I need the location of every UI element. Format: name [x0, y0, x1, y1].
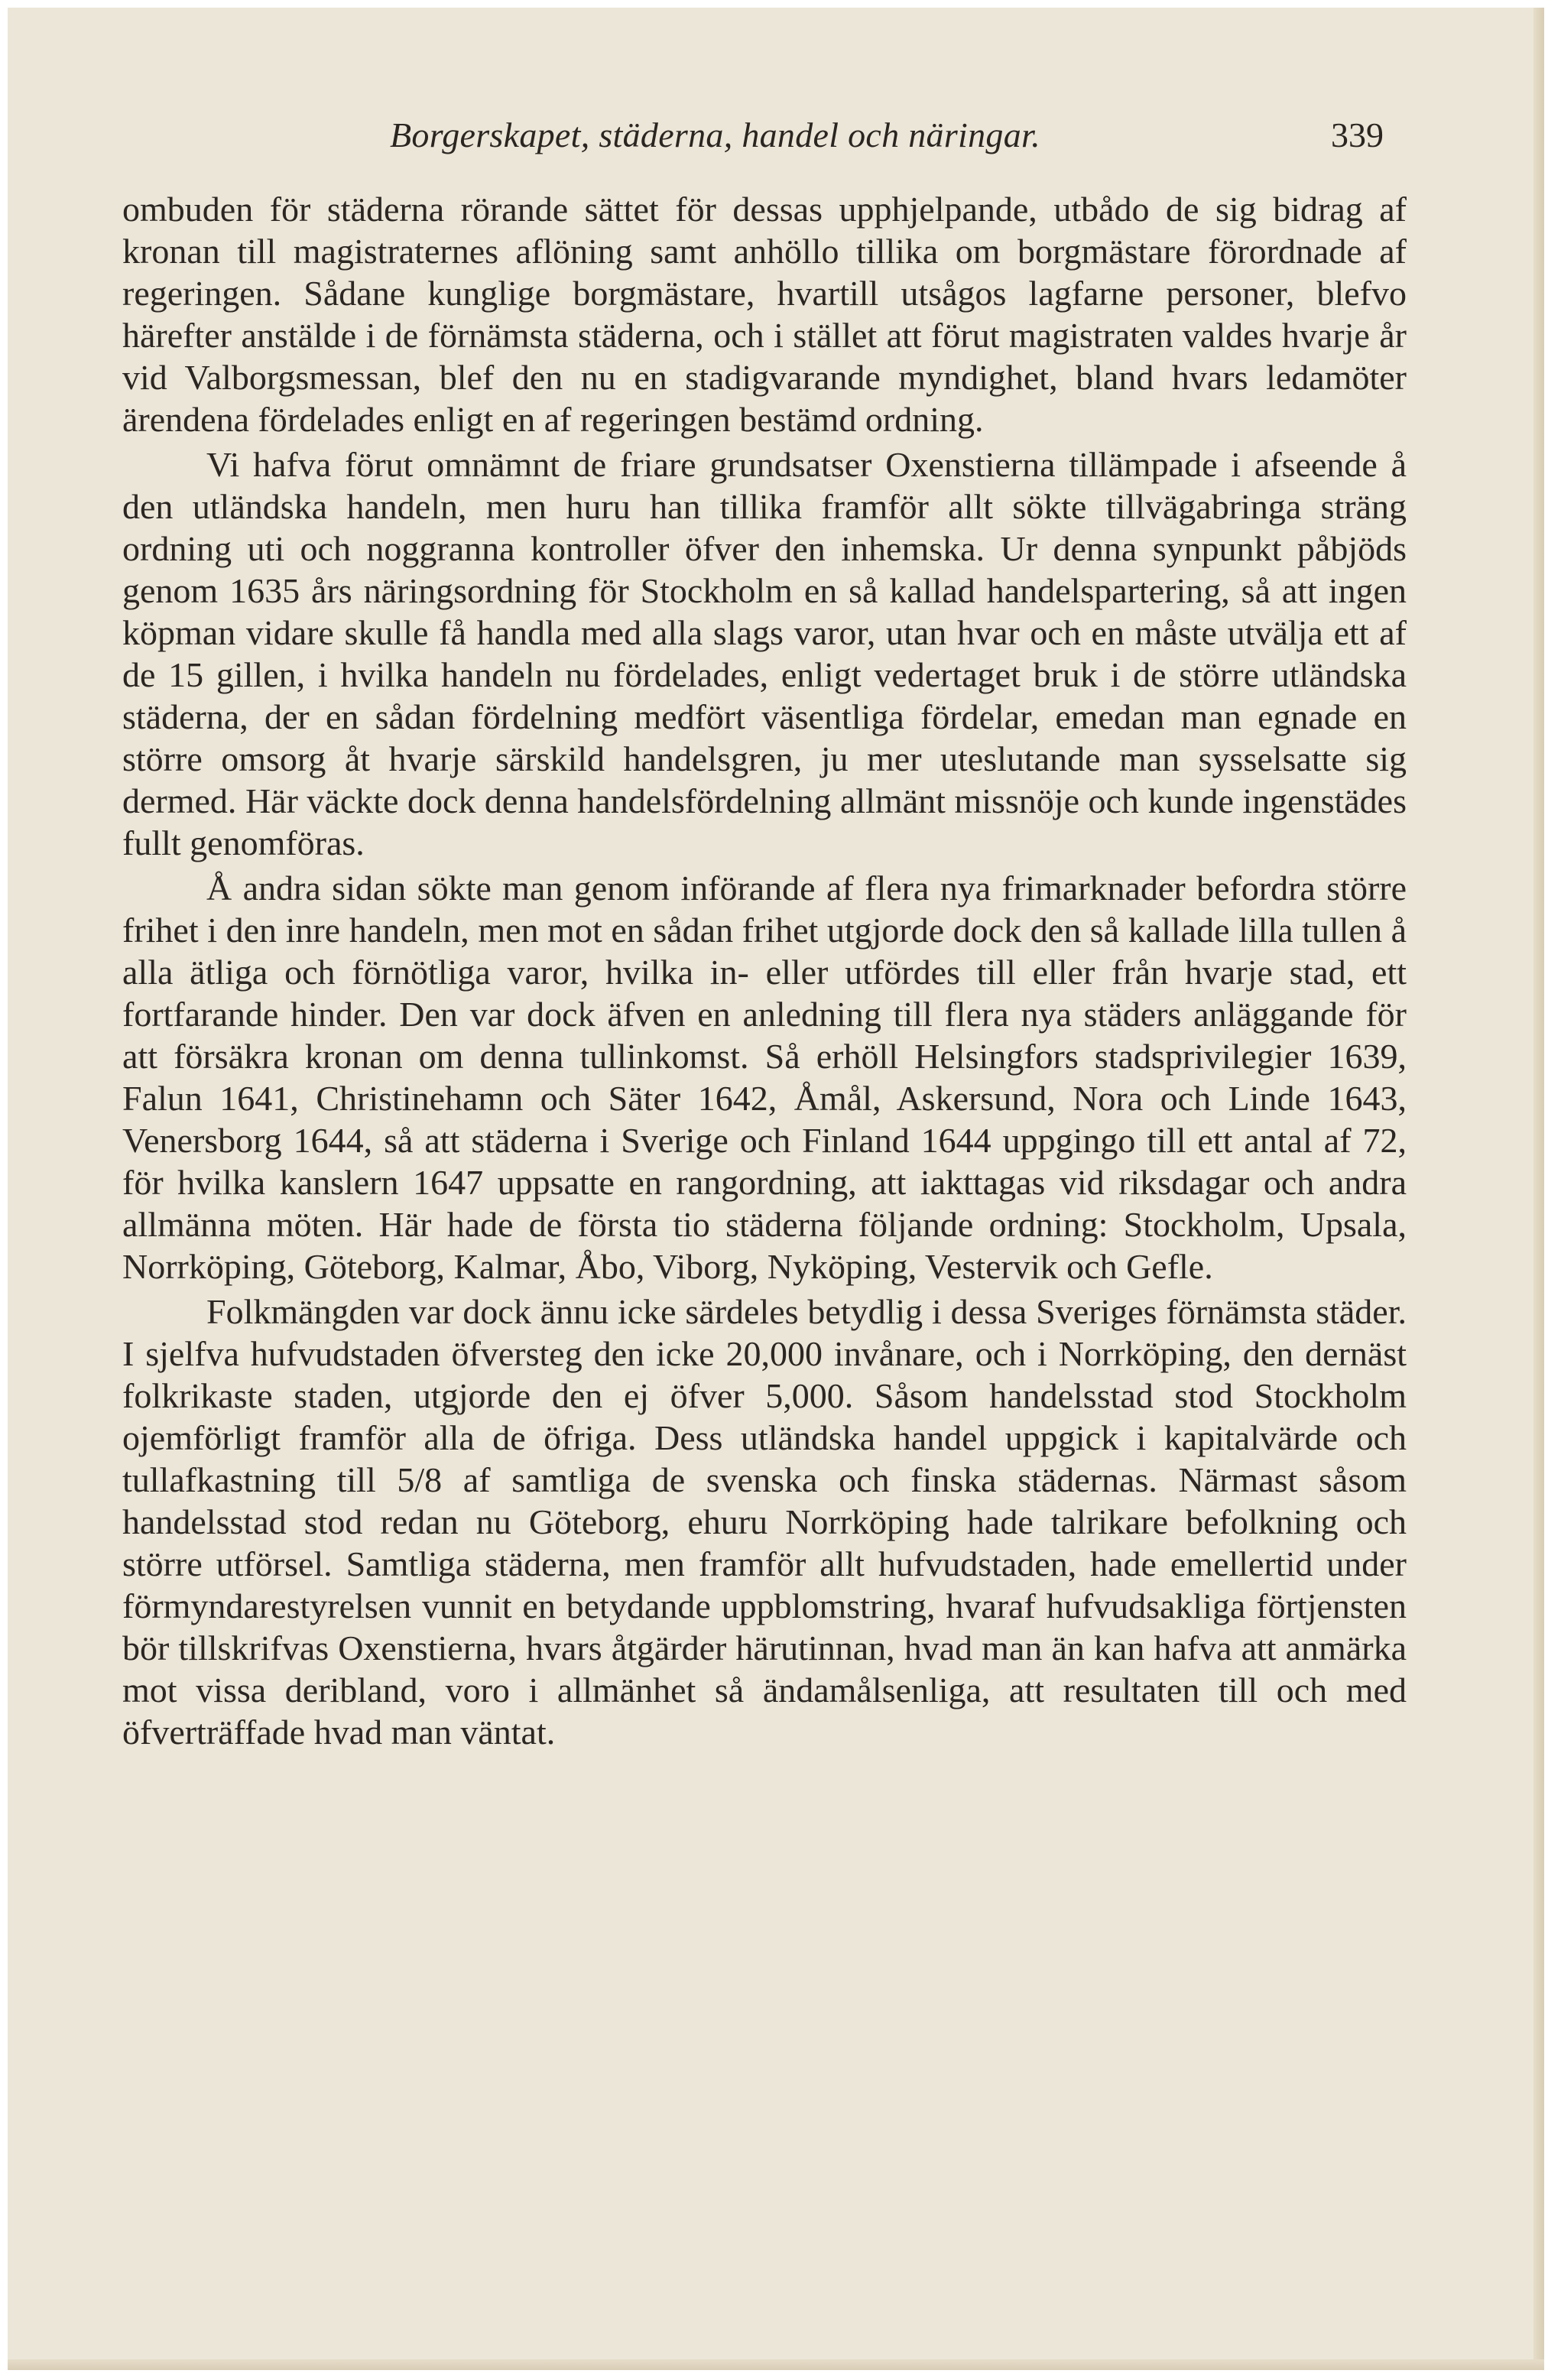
page-right-edge [1533, 8, 1544, 2370]
paragraph-1: ombuden för städerna rörande sättet för dessas upphjelpande, utbådo de sig bidrag af kronan till magistraternes aflöning samt anhöllo tillika om borgmästare förordnade af regeringen. Sådane kunglige borgmästare, hvartill utsågos lagfarne personer, blefvo härefter anstälde i de förnämsta städerna, och i stället att förut magistraten valdes hvarje år vid Valborgsmessan, blef den nu en stadigvarande myndighet, bland hvars ledamöter ärendena fördelades enligt en af regeringen bestämd ordning. [122, 190, 1407, 439]
running-head: Borgerskapet, städerna, handel och näringar. [390, 115, 1040, 154]
book-page [8, 8, 1544, 2370]
page-header [390, 115, 1384, 161]
body-text [122, 188, 1407, 1753]
paragraph-3: Å andra sidan sökte man genom införande af flera nya frimarknader befordra större frihet i den inre handeln, men mot en sådan frihet utgjorde dock den så kallade lilla tullen å alla ätliga och förnötliga varor, hvilka in- eller utfördes till eller från hvarje stad, ett fortfarande hinder. Den var dock äfven en anledning till flera nya städers anläggande för att försäkra kronan om denna tullinkomst. Så erhöll Helsingfors stadsprivilegier 1639, Falun 1641, Christinehamn och Säter 1642, Åmål, Askersund, Nora och Linde 1643, Venersborg 1644, så att städerna i Sverige och Finland 1644 uppgingo till ett antal af 72, för hvilka kanslern 1647 uppsatte en rangordning, att iakttagas vid riksdagar och andra allmänna möten. Här hade de första tio städerna följande ordning: Stockholm, Upsala, Norrköping, Göteborg, Kalmar, Åbo, Viborg, Nyköping, Vestervik och Gefle. [122, 869, 1407, 1286]
page-number: 339 [1331, 115, 1384, 154]
paragraph-2: Vi hafva förut omnämnt de friare grundsatser Oxenstierna tillämpade i afseende å den utländska handeln, men huru han tillika framför allt sökte tillvägabringa sträng ordning uti och noggranna kontroller öfver den inhemska. Ur denna synpunkt påbjöds genom 1635 års näringsordning för Stockholm en så kallad handelspartering, så att ingen köpman vidare skulle få handla med alla slags varor, utan hvar och en måste utvälja ett af de 15 gillen, i hvilka handeln nu fördelades, enligt vedertaget bruk i de större utländska städerna, der en sådan fördelning medfört väsentliga fördelar, emedan man egnade en större omsorg åt hvarje särskild handelsgren, ju mer uteslutande man sysselsatte sig dermed. Här väckte dock denna handelsfördelning allmänt missnöje och kunde ingenstädes fullt genomföras. [122, 445, 1407, 862]
page-bottom-edge [8, 2359, 1544, 2370]
paragraph-4: Folkmängden var dock ännu icke särdeles betydlig i dessa Sveriges förnämsta städer. I sjelfva hufvudstaden öfversteg den icke 20,000 invånare, och i Norrköping, den dernäst folkrikaste staden, utgjorde den ej öfver 5,000. Såsom handelsstad stod Stockholm ojemförligt framför alla de öfriga. Dess utländska handel uppgick i kapitalvärde och tullafkastning till 5/8 af samtliga de svenska och finska städernas. Närmast såsom handelsstad stod redan nu Göteborg, ehuru Norrköping hade talrikare befolkning och större utförsel. Samtliga städerna, men framför allt hufvudstaden, hade emellertid under förmyndarestyrelsen vunnit en betydande uppblomstring, hvaraf hufvudsakliga förtjensten bör tillskrifvas Oxenstierna, hvars åtgärder härutinnan, hvad man än kan hafva att anmärka mot vissa deribland, voro i allmänhet så ändamålsenliga, att resultaten till och med öfverträffade hvad man väntat. [122, 1292, 1407, 1752]
